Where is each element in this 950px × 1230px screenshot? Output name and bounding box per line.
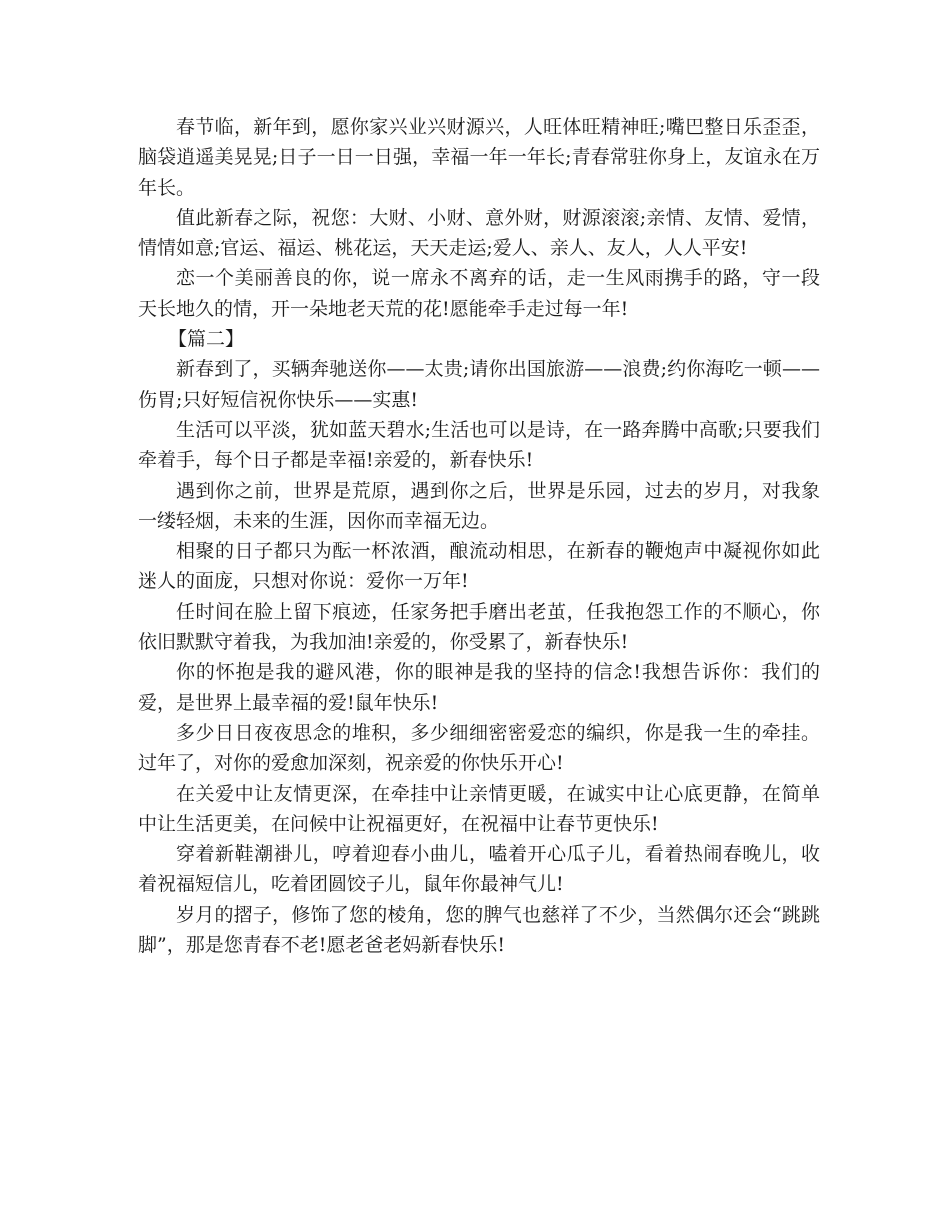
paragraph: 在关爱中让友情更深，在牵挂中让亲情更暖，在诚实中让心底更静，在简单中让生活更美，在问候中让祝福更好，在祝福中让春节更快乐! <box>138 782 820 835</box>
paragraph: 岁月的摺子，修饰了您的棱角，您的脾气也慈祥了不少，当然偶尔还会“跳跳脚”，那是您青春不老!愿老爸老妈新春快乐! <box>138 903 820 957</box>
paragraph: 春节临，新年到，愿你家兴业兴财源兴，人旺体旺精神旺;嘴巴整日乐歪歪，脑袋逍遥美晃晃;日子一日一日强，幸福一年一年长;青春常驻你身上，友谊永在万年长。 <box>138 116 820 199</box>
document-page <box>138 112 820 960</box>
paragraph: 值此新春之际，祝您：大财、小财、意外财，财源滚滚;亲情、友情、爱情，情情如意;官运、福运、桃花运，天天走运;爱人、亲人、友人，人人平安! <box>138 206 820 260</box>
paragraph: 穿着新鞋潮褂儿，哼着迎春小曲儿，嗑着开心瓜子儿，看着热闹春晚儿，收着祝福短信儿，吃着团圆饺子儿，鼠年你最神气儿! <box>138 843 820 896</box>
paragraph: 多少日日夜夜思念的堆积，多少细细密密爱恋的编织，你是我一生的牵挂。过年了，对你的爱愈加深刻，祝亲爱的你快乐开心! <box>138 721 820 775</box>
section-heading: 【篇二】 <box>168 328 245 351</box>
paragraph: 任时间在脸上留下痕迹，任家务把手磨出老茧，任我抱怨工作的不顺心，你依旧默默守着我，为我加油!亲爱的，你受累了，新春快乐! <box>138 600 820 654</box>
paragraph: 相聚的日子都只为酝一杯浓酒，酿流动相思，在新春的鞭炮声中凝视你如此迷人的面庞，只想对你说：爱你一万年! <box>138 540 820 593</box>
paragraph: 遇到你之前，世界是荒原，遇到你之后，世界是乐园，过去的岁月，对我象一缕轻烟，未来的生涯，因你而幸福无边。 <box>138 479 820 532</box>
paragraph: 你的怀抱是我的避风港，你的眼神是我的坚持的信念!我想告诉你：我们的爱，是世界上最幸福的爱!鼠年快乐! <box>138 661 820 714</box>
paragraph: 生活可以平淡，犹如蓝天碧水;生活也可以是诗，在一路奔腾中高歌;只要我们牵着手，每个日子都是幸福!亲爱的，新春快乐! <box>138 418 820 472</box>
paragraph: 新春到了，买辆奔驰送你——太贵;请你出国旅游——浪费;约你海吃一顿——伤胃;只好短信祝你快乐——实惠! <box>138 358 820 411</box>
paragraph: 恋一个美丽善良的你，说一席永不离弃的话，走一生风雨携手的路，守一段天长地久的情，开一朵地老天荒的花!愿能牵手走过每一年! <box>138 267 820 320</box>
